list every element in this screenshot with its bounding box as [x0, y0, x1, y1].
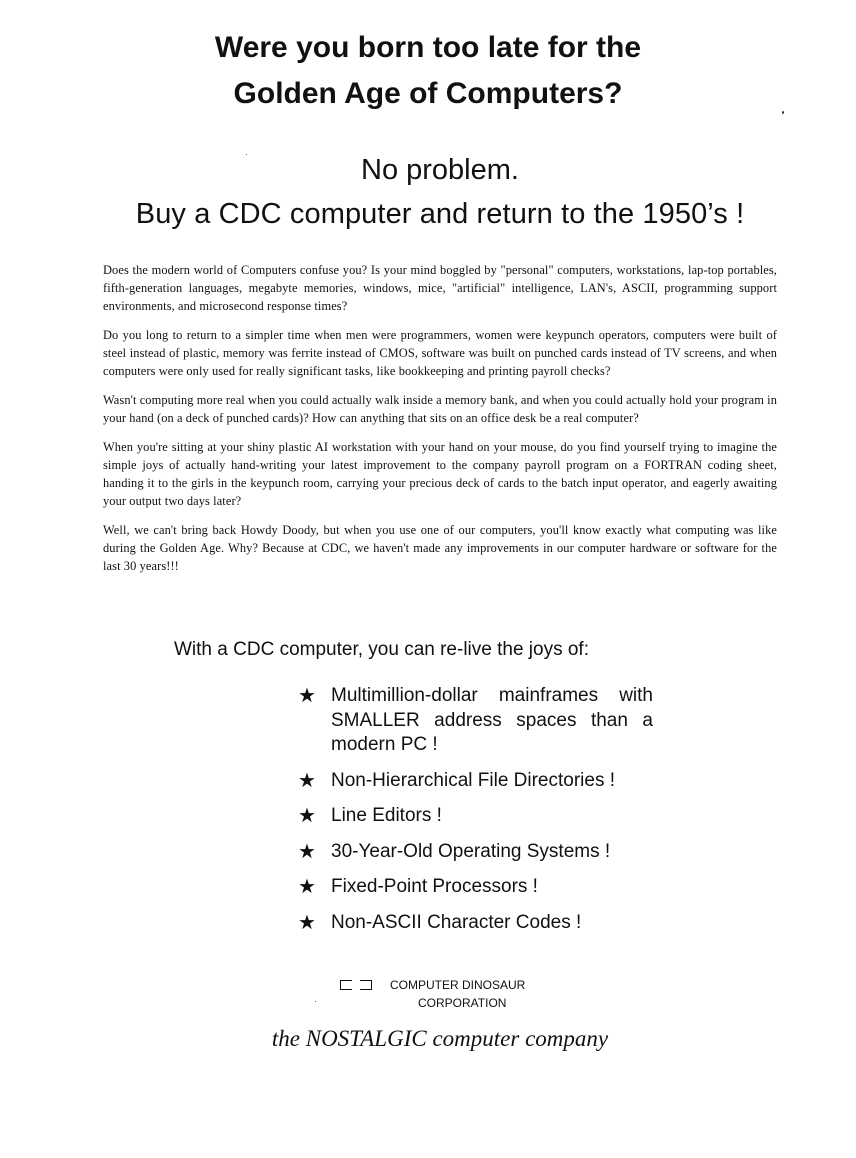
body-paragraph-3: Wasn't computing more real when you could actually walk inside a memory bank, and when you could actually hold your program in your hand (on a deck of punched cards)? How can anything that sits on an office desk be a real computer? — [103, 393, 777, 425]
joy-item-label: Non-Hierarchical File Directories ! — [331, 769, 616, 791]
headline — [0, 25, 856, 117]
joy-item — [298, 840, 668, 865]
body-paragraph-1: Does the modern world of Computers confuse you? Is your mind boggled by "personal" computers, workstations, lap-top portables, fifth-generation languages, megabyte memories, windows, mice, "artificial" intelligence, LAN's, ASCII, programming support environments, and microsecond response times? — [103, 263, 777, 313]
star-icon: ★ — [298, 876, 316, 898]
headline-line-1: Were you born too late for the — [214, 31, 642, 64]
company-name-line-1: COMPUTER DINOSAUR — [390, 978, 526, 992]
subhead-line-1: No problem. — [361, 154, 519, 186]
body-paragraph-2: Do you long to return to a simpler time when men were programmers, women were keypunch operators, computers were built of steel instead of plastic, memory was ferrite instead of CMOS, software was built on punched cards instead of TV screens, and when computers were only used for really significant tasks, like bookkeeping and printing payroll checks? — [103, 328, 777, 378]
joy-item-label: Fixed-Point Processors ! — [331, 876, 538, 897]
scan-speck — [246, 154, 247, 155]
joy-item-label: Line Editors ! — [331, 805, 442, 826]
joy-item — [298, 769, 668, 794]
joy-item — [298, 804, 668, 829]
joy-item — [298, 911, 668, 936]
tagline: the NOSTALGIC computer company — [271, 1026, 609, 1051]
joy-item — [298, 684, 653, 758]
joys-list — [298, 684, 668, 946]
star-icon: ★ — [298, 769, 316, 792]
company-name-line-2: CORPORATION — [418, 996, 507, 1010]
star-icon: ★ — [298, 911, 316, 934]
body-text — [103, 261, 777, 586]
scan-speck — [315, 1001, 316, 1002]
star-icon: ★ — [298, 840, 316, 863]
body-paragraph-5: Well, we can't bring back Howdy Doody, but when you use one of our computers, you'll know exactly what computing was like during the Golden Age. Why? Because at CDC, we haven't made any improvements in our computer hardware or software for the last 30 years!!! — [103, 523, 777, 573]
joys-intro: With a CDC computer, you can re-live the joys of: — [174, 639, 589, 660]
joy-item — [298, 875, 668, 900]
joy-item-label: Multimillion-dollar mainframes with SMALLER address spaces than a modern PC ! — [331, 685, 653, 755]
star-icon: ★ — [298, 805, 316, 827]
subhead — [0, 148, 856, 236]
headline-line-2: Golden Age of Computers? — [233, 77, 623, 110]
joy-item-label: 30-Year-Old Operating Systems ! — [331, 840, 611, 862]
cdc-bracket-logo-icon — [338, 978, 374, 992]
body-paragraph-4: When you're sitting at your shiny plastic AI workstation with your hand on your mouse, do you find yourself trying to imagine the simple joys of actually hand-writing your latest improvement to the company payroll program on a FORTRAN coding sheet, handing it to the girls in the keypunch room, carrying your precious deck of cards to the batch input operator, and eagerly awaiting your output two days later? — [103, 440, 777, 508]
subhead-line-2: Buy a CDC computer and return to the 1950’s ! — [135, 198, 745, 230]
joy-item-label: Non-ASCII Character Codes ! — [331, 911, 582, 933]
star-icon: ★ — [298, 685, 316, 707]
scan-speck — [782, 111, 784, 114]
